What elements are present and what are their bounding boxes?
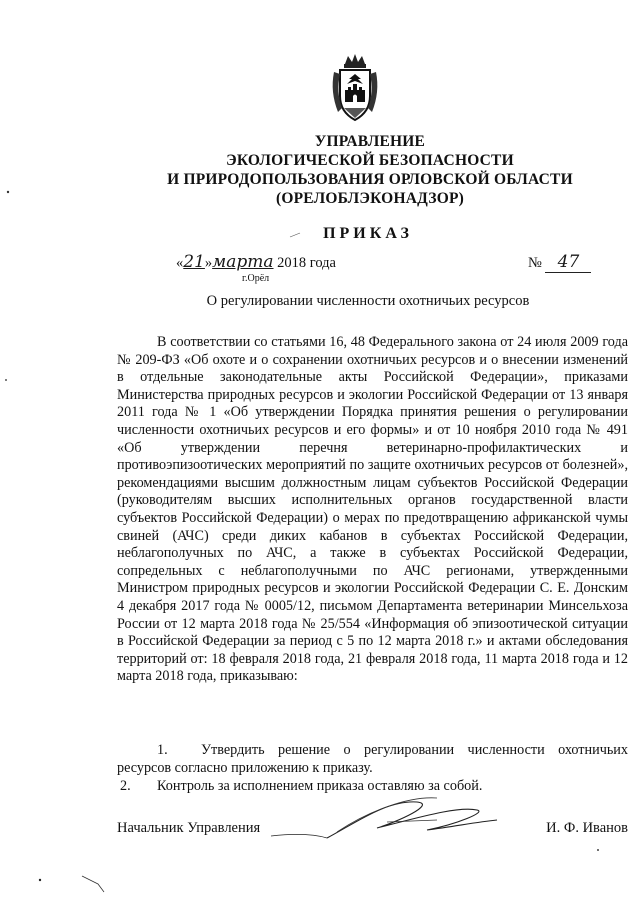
order-item-2-number: 2.	[120, 778, 131, 795]
order-item-1-text: Утвердить решение о регулировании численности охотничьих ресурсов согласно приложению к приказу.	[117, 742, 628, 776]
order-title: ПРИКАЗ	[323, 225, 413, 242]
header-line-1: УПРАВЛЕНИЕ	[314, 133, 426, 150]
orel-region-coat-of-arms-icon	[328, 52, 382, 124]
header-line-2: ЭКОЛОГИЧЕСКОЙ БЕЗОПАСНОСТИ	[226, 152, 514, 169]
header-line-3: И ПРИРОДОПОЛЬЗОВАНИЯ ОРЛОВСКОЙ ОБЛАСТИ	[167, 171, 573, 188]
signatory-name: И. Ф. Иванов	[546, 820, 628, 836]
preamble-paragraph: В соответствии со статьями 16, 48 Федерального закона от 24 июля 2009 года № 209-ФЗ «Об охоте и о сохранении охотничьих ресурсов и о внесении изменений в отдельные законодательные акты Российской Федерации», приказами Министерства природных ресурсов и экологии Российской Федерации от 13 января 2011 года № 1 «Об утверждении Порядка принятия решения о регулировании численности охотничьих ресурсов и его формы» и от 10 ноября 2010 года № 491 «Об утверждении перечня ветеринарно-профилактических и противоэпизоотических мероприятий по защите охотничьих ресурсов от болезней», рекомендациями высшим должностным лицам субъектов Российской Федерации (руководителям высших исполнительных органов государственной власти субъектов Российской Федерации) о мерах по предотвращению африканской чумы свиней (АЧС) среди диких кабанов в субъектах Российской Федерации, неблагополучных по АЧС, а также в субъектах Российской Федерации, сопредельных с неблагополучными по АЧС регионами, утвержденными Министром природных ресурсов и экологии Российской Федерации С. Е. Донским 4 декабря 2017 года № 0005/12, письмом Департамента ветеринарии Минсельхоза России от 12 марта 2018 года № 25/554 «Информация об эпизоотической ситуации в Российской Федерации за период с 5 по 12 марта 2018 г.» и актами обследования территорий от: 18 февраля 2018 года, 21 февраля 2018 года, 11 марта 2018 года и 12 марта 2018 года, приказываю:	[117, 334, 628, 685]
order-year: 2018 года	[277, 255, 336, 271]
order-number-value: 47	[545, 252, 591, 273]
order-subject: О регулировании численности охотничьих ресурсов	[206, 293, 530, 309]
order-city: г.Орёл	[242, 273, 270, 284]
order-date: «21»марта 2018 года	[176, 252, 336, 272]
order-month: марта	[212, 252, 274, 272]
issuer-header	[100, 132, 640, 208]
signatory-position: Начальник Управления	[117, 820, 261, 836]
order-item-2-text: Контроль за исполнением приказа оставляю за собой.	[157, 778, 483, 795]
order-number	[528, 252, 591, 273]
order-item-1	[117, 742, 628, 777]
order-number-label: №	[528, 255, 542, 271]
order-preamble	[117, 334, 628, 686]
order-item-1-number: 1.	[157, 742, 168, 758]
order-items	[117, 742, 628, 796]
order-day: 21	[183, 252, 205, 272]
header-line-4: (ОРЕЛОБЛЭКОНАДЗОР)	[275, 190, 465, 207]
handwritten-signature	[267, 792, 507, 852]
